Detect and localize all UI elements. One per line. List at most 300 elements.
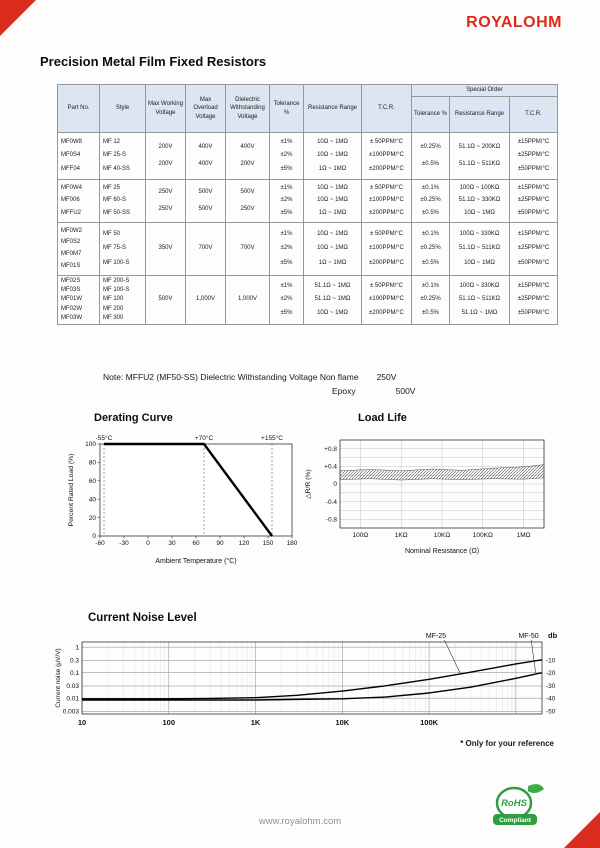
cell-line: ± 50PPM/°C	[369, 282, 404, 289]
cell-line: ±50PPM/°C	[517, 260, 550, 267]
cell-line: ±25PPM/°C	[517, 245, 550, 252]
cell-line: MF 25-S	[103, 152, 127, 159]
x-tick-label: 10K	[335, 718, 350, 727]
y-tick-label: +0.4	[324, 463, 337, 471]
cell-lines	[58, 223, 99, 275]
brand-logo: ROYALOHM	[466, 14, 562, 31]
cell-withstanding	[226, 180, 270, 223]
cell-line: ±25PPM/°C	[517, 152, 550, 159]
cell-lines	[450, 223, 509, 275]
cell-line: ±200PPM/°C	[369, 260, 404, 267]
cell-line: ±1%	[280, 230, 293, 237]
cell-line: ±0.1%	[422, 282, 439, 289]
cell-lines	[450, 133, 509, 179]
y-tick-label: 0.03	[66, 683, 79, 691]
cell-line: ±100PPM/°C	[369, 152, 404, 159]
cell-parts	[58, 180, 100, 223]
cell-lines	[412, 133, 449, 179]
cell-overload	[186, 180, 226, 223]
cell-line: ±2%	[280, 152, 293, 159]
cell-overload	[186, 223, 226, 276]
cell-styles	[100, 133, 146, 180]
current-noise-chart-block	[52, 612, 574, 748]
cell-withstanding	[226, 133, 270, 180]
cell-line: MF02W	[61, 305, 82, 312]
cell-lines	[100, 276, 145, 324]
y-tick-label: 0	[333, 481, 337, 489]
cell-line: MF0S2	[61, 239, 81, 246]
cell-tol	[270, 223, 304, 276]
cell-line: ±200PPM/°C	[369, 310, 404, 317]
db-tick-label: -30	[546, 683, 556, 691]
cell-range	[304, 223, 362, 276]
cell-working	[146, 133, 186, 180]
cell-line: MFF04	[61, 165, 81, 172]
cell-lines	[186, 180, 225, 222]
cell-line: ±15PPM/°C	[517, 185, 550, 192]
cell-sp_tcr	[510, 223, 558, 276]
cell-parts	[58, 276, 100, 325]
y-tick-label: -0.4	[325, 498, 337, 506]
load-life-chart-title: Load Life	[358, 412, 407, 424]
cell-sp_tol	[412, 180, 450, 223]
cell-lines	[450, 180, 509, 222]
cell-line: 10Ω ~ 1MΩ	[317, 152, 348, 159]
cell-line: 500V	[240, 189, 255, 196]
cell-sp_range	[450, 133, 510, 180]
y-tick-label: 0.3	[69, 657, 79, 665]
note-line2-value: 500V	[395, 385, 416, 396]
x-tick-label: 100KΩ	[472, 532, 493, 539]
cell-line: 250V	[158, 205, 173, 212]
cell-line: 10Ω ~ 1MΩ	[317, 310, 348, 317]
special-order-header: Special Order	[412, 85, 558, 97]
cell-sp_tol	[412, 276, 450, 325]
x-tick-label: 180	[286, 540, 298, 547]
col-header-6: Resistance Range	[304, 85, 362, 133]
y-tick-label: 0.01	[66, 695, 79, 703]
x-tick-label: 10	[77, 718, 87, 727]
cell-line: MF0W4	[61, 185, 82, 192]
cell-styles	[100, 180, 146, 223]
cell-lines	[362, 276, 411, 324]
cell-line: 200V	[240, 161, 255, 168]
cell-sp_range	[450, 276, 510, 325]
cell-tcr	[362, 276, 412, 325]
footer-url[interactable]: www.royalohm.com	[258, 816, 342, 827]
cell-line: ±15PPM/°C	[517, 139, 550, 146]
cell-lines	[270, 276, 303, 324]
cell-line: 500V	[198, 189, 213, 196]
cell-lines	[100, 223, 145, 275]
cell-line: MF03W	[61, 314, 82, 321]
cell-line: 250V	[240, 205, 255, 212]
y-axis-label: Percent Rated Load (%)	[68, 453, 75, 527]
cell-line: MF 100-S	[103, 287, 130, 294]
cell-lines	[304, 133, 361, 179]
cell-tcr	[362, 133, 412, 180]
y-tick-label: 20	[88, 514, 96, 522]
cell-styles	[100, 223, 146, 276]
cell-line: 51.1Ω ~ 511KΩ	[458, 296, 501, 303]
col-header-7: T.C.R.	[362, 85, 412, 133]
note-line2-label: Epoxy	[332, 385, 356, 396]
cell-line: MF 75-S	[103, 245, 127, 252]
cell-line: 100Ω ~ 330KΩ	[459, 282, 500, 289]
cell-lines	[510, 180, 557, 222]
cell-lines	[100, 133, 145, 179]
cell-line: 51.1Ω ~ 330KΩ	[458, 197, 501, 204]
cell-range	[304, 133, 362, 180]
x-axis-label: Nominal Resistance (Ω)	[404, 548, 480, 555]
cell-lines	[58, 180, 99, 222]
cell-line: ±0.5%	[422, 310, 439, 317]
col-header-5: Tolerance %	[270, 85, 304, 133]
cell-styles	[100, 276, 146, 325]
cell-line: MFFU2	[61, 209, 81, 216]
plot-area	[82, 642, 542, 714]
cell-lines	[304, 180, 361, 222]
cell-line: MF0W8	[61, 139, 82, 146]
cell-range	[304, 276, 362, 325]
cell-line: MF 200	[103, 305, 124, 312]
y-tick-label: 60	[88, 478, 96, 485]
cell-line: 250V	[158, 189, 173, 196]
y-tick-label: 0	[92, 533, 96, 541]
cell-line: 1,000V	[195, 296, 216, 303]
x-tick-label: 30	[168, 540, 176, 547]
cell-line: 10Ω ~ 1MΩ	[317, 230, 348, 237]
cell-line: ±1%	[280, 282, 293, 289]
x-tick-label: 10KΩ	[433, 532, 451, 539]
table-group-row-0	[58, 133, 558, 180]
cell-line: MF0W2	[61, 227, 82, 234]
col-header-4: Dielectric Withstanding Voltage	[226, 85, 270, 133]
cell-line: ±5%	[280, 165, 293, 172]
cell-lines	[58, 133, 99, 179]
cell-line: ±200PPM/°C	[369, 209, 404, 216]
cell-line: ±200PPM/°C	[369, 165, 404, 172]
cell-line: ±100PPM/°C	[369, 296, 404, 303]
cell-line: 51.1Ω ~ 511KΩ	[458, 161, 501, 168]
derating-chart-title: Derating Curve	[94, 412, 173, 424]
rohs-badge-svg	[488, 782, 546, 832]
y-axis-label: △R/R (%)	[305, 469, 312, 499]
x-tick-label: -30	[119, 540, 129, 547]
x-tick-label: 120	[238, 540, 250, 547]
note-line1-value: 250V	[376, 372, 397, 382]
cell-tcr	[362, 180, 412, 223]
cell-line: 10Ω ~ 1MΩ	[317, 197, 348, 204]
cell-lines	[100, 180, 145, 222]
cell-line: 51.1Ω ~ 511KΩ	[458, 245, 501, 252]
table-group-row-2	[58, 223, 558, 276]
cell-line: ±0.25%	[420, 245, 441, 252]
page-title: Precision Metal Film Fixed Resistors	[40, 54, 267, 69]
cell-working	[146, 223, 186, 276]
cell-parts	[58, 133, 100, 180]
cell-line: 10Ω ~ 1MΩ	[464, 209, 495, 216]
x-tick-label: 0	[146, 540, 150, 547]
cell-line: 400V	[198, 161, 213, 168]
derating-chart-svg	[64, 426, 300, 568]
cell-sp_tcr	[510, 276, 558, 325]
cell-line: 51.1Ω ~ 1MΩ	[314, 296, 351, 303]
db-tick-label: -40	[546, 695, 556, 703]
table-group-row-3	[58, 276, 558, 325]
cell-line: MF 40-SS	[103, 165, 131, 172]
cell-line: 10Ω ~ 1MΩ	[317, 185, 348, 192]
x-axis-label: Ambient Temperature (°C)	[155, 558, 237, 565]
col-header-3: Max Overload Voltage	[186, 85, 226, 133]
x-tick-label: 100	[162, 718, 176, 727]
cell-lines	[226, 276, 269, 324]
cell-line: MF 100-S	[103, 260, 130, 267]
cell-lines	[510, 276, 557, 324]
note-line1-text: Note: MFFU2 (MF50-SS) Dielectric Withstanding Voltage Non flame	[103, 372, 359, 382]
cell-lines	[304, 223, 361, 275]
col-header-0: Part No.	[58, 85, 100, 133]
cell-line: ±15PPM/°C	[517, 230, 550, 237]
cell-parts	[58, 223, 100, 276]
table-group-row-1	[58, 180, 558, 223]
cell-line: MF03S	[61, 287, 81, 294]
cell-line: MF0S4	[61, 152, 81, 159]
special-col-header-1: Resistance Range	[450, 97, 510, 133]
special-col-header-0: Tolerance %	[412, 97, 450, 133]
cell-lines	[304, 276, 361, 324]
cell-lines	[186, 276, 225, 324]
note-line-2	[332, 385, 415, 399]
note	[103, 371, 415, 398]
load-life-chart-svg	[300, 426, 552, 558]
cell-line: 100Ω ~ 330KΩ	[459, 230, 500, 237]
cell-lines	[226, 223, 269, 275]
x-tick-label: 90	[216, 540, 224, 547]
y-tick-label: 40	[88, 496, 96, 504]
cell-withstanding	[226, 276, 270, 325]
reference-note: * Only for your reference	[460, 739, 554, 748]
col-header-2: Max Working Voltage	[146, 85, 186, 133]
cell-line: 51.1Ω ~ 200KΩ	[458, 143, 501, 150]
db-tick-label: -10	[546, 657, 556, 665]
spec-table	[57, 84, 558, 325]
derating-chart-block	[64, 412, 310, 573]
cell-line: 51.1Ω ~ 1MΩ	[461, 310, 498, 317]
cell-line: ±5%	[280, 260, 293, 267]
cell-line: ± 50PPM/°C	[369, 139, 404, 146]
cell-working	[146, 276, 186, 325]
cell-line: ±0.5%	[422, 209, 439, 216]
cell-line: ±0.5%	[422, 260, 439, 267]
cell-line: ±0.5%	[422, 161, 439, 168]
cell-sp_tcr	[510, 133, 558, 180]
cell-line: MF006	[61, 197, 80, 204]
cell-lines	[146, 223, 185, 275]
db-axis-label: db	[548, 631, 558, 640]
cell-line: 500V	[158, 296, 173, 303]
rohs-badge	[488, 782, 546, 837]
cell-lines	[412, 223, 449, 275]
cell-tol	[270, 133, 304, 180]
cell-lines	[186, 223, 225, 275]
cell-line: ±0.25%	[420, 143, 441, 150]
cell-lines	[412, 276, 449, 324]
cell-line: ±5%	[280, 310, 293, 317]
rohs-text: RoHS	[501, 798, 527, 809]
cell-line: ±25PPM/°C	[517, 197, 550, 204]
cell-line: MF 50	[103, 230, 121, 237]
cell-line: ±2%	[280, 197, 293, 204]
cell-line: 10Ω ~ 1MΩ	[464, 260, 495, 267]
cell-line: ±15PPM/°C	[517, 282, 550, 289]
cell-line: MF01S	[61, 263, 81, 270]
curve-MF-50	[82, 673, 542, 700]
cell-lines	[362, 180, 411, 222]
y-tick-label: 1	[75, 644, 79, 652]
annotation-label: +70°C	[194, 435, 214, 442]
cell-line: 700V	[198, 245, 213, 252]
cell-overload	[186, 133, 226, 180]
cell-line: 10Ω ~ 1MΩ	[317, 245, 348, 252]
leader-line-mf50	[531, 640, 536, 675]
cell-line: MF 60-S	[103, 197, 127, 204]
cell-lines	[146, 180, 185, 222]
cell-line: ±100PPM/°C	[369, 245, 404, 252]
cell-line: ±50PPM/°C	[517, 165, 550, 172]
cell-line: 400V	[198, 143, 213, 150]
note-line-1	[103, 371, 415, 385]
cell-lines	[146, 276, 185, 324]
current-noise-chart-svg	[52, 626, 568, 732]
cell-sp_tol	[412, 133, 450, 180]
cell-sp_tol	[412, 223, 450, 276]
x-tick-label: 1KΩ	[394, 532, 408, 539]
corner-triangle-bottom-right	[564, 812, 600, 848]
cell-line: 51.1Ω ~ 1MΩ	[314, 282, 351, 289]
annotation-label: -55°C	[95, 435, 113, 442]
cell-range	[304, 180, 362, 223]
cell-line: 1Ω ~ 1MΩ	[318, 260, 347, 267]
cell-withstanding	[226, 223, 270, 276]
cell-line: 1Ω ~ 1MΩ	[318, 165, 347, 172]
x-tick-label: 100Ω	[352, 532, 369, 539]
cell-line: ±0.25%	[420, 197, 441, 204]
cell-line: ±1%	[280, 139, 293, 146]
cell-line: 400V	[240, 143, 255, 150]
cell-line: MF02S	[61, 278, 81, 284]
load-life-chart-block	[300, 412, 558, 563]
cell-line: MF01W	[61, 296, 82, 303]
annotation-label: +155°C	[261, 435, 283, 442]
corner-triangle-top-left	[0, 0, 36, 36]
cell-line: MF 12	[103, 139, 121, 146]
x-tick-label: 150	[262, 540, 274, 547]
cell-lines	[270, 133, 303, 179]
series-label-mf25: MF-25	[425, 633, 447, 640]
y-tick-label: -0.8	[325, 516, 337, 524]
cell-sp_range	[450, 180, 510, 223]
cell-line: ±5%	[280, 209, 293, 216]
y-tick-label: 80	[88, 459, 96, 467]
cell-lines	[362, 133, 411, 179]
cell-lines	[226, 180, 269, 222]
special-col-header-2: T.C.R.	[510, 97, 558, 133]
cell-lines	[146, 133, 185, 179]
cell-line: ±25PPM/°C	[517, 296, 550, 303]
cell-lines	[270, 180, 303, 222]
cell-line: ± 50PPM/°C	[369, 230, 404, 237]
cell-line: 1,000V	[237, 296, 258, 303]
cell-working	[146, 180, 186, 223]
cell-line: MF0M7	[61, 251, 82, 258]
y-tick-label: 0.1	[69, 669, 79, 677]
cell-line: ± 50PPM/°C	[369, 185, 404, 192]
cell-tol	[270, 276, 304, 325]
col-header-1: Style	[100, 85, 146, 133]
cell-line: 200V	[158, 161, 173, 168]
x-tick-label: 1MΩ	[516, 532, 531, 539]
cell-line: ±0.1%	[422, 230, 439, 237]
cell-lines	[510, 223, 557, 275]
cell-lines	[226, 133, 269, 179]
leader-line-mf25	[444, 640, 460, 674]
x-tick-label: -60	[95, 540, 105, 547]
cell-line: ±2%	[280, 245, 293, 252]
cell-line: MF 25	[103, 185, 121, 192]
cell-line: 500V	[198, 205, 213, 212]
rohs-compliant-text: Compliant	[499, 817, 531, 824]
cell-overload	[186, 276, 226, 325]
cell-line: ±2%	[280, 296, 293, 303]
y-tick-label: 0.003	[62, 708, 79, 716]
cell-tol	[270, 180, 304, 223]
x-tick-label: 60	[192, 540, 200, 547]
cell-lines	[362, 223, 411, 275]
y-tick-label: +0.8	[324, 446, 337, 453]
cell-line: 100Ω ~ 100KΩ	[459, 185, 500, 192]
y-axis-label: Current noise (μV/V)	[55, 648, 62, 708]
cell-line: 1Ω ~ 1MΩ	[318, 209, 347, 216]
cell-lines	[186, 133, 225, 179]
cell-line: 350V	[158, 245, 173, 252]
cell-lines	[270, 223, 303, 275]
cell-line: 10Ω ~ 1MΩ	[317, 139, 348, 146]
x-tick-label: 1K	[250, 718, 261, 727]
cell-lines	[58, 276, 99, 324]
current-noise-chart-title: Current Noise Level	[88, 612, 197, 624]
db-tick-label: -50	[546, 708, 556, 716]
cell-sp_tcr	[510, 180, 558, 223]
curve-MF-25	[82, 660, 542, 699]
cell-lines	[510, 133, 557, 179]
cell-line: MF 50-SS	[103, 209, 131, 216]
cell-line: MF 300	[103, 314, 124, 321]
series-label-mf50: MF-50	[518, 633, 539, 640]
cell-line: ±100PPM/°C	[369, 197, 404, 204]
cell-line: MF 100	[103, 296, 124, 303]
cell-line: 200V	[158, 143, 173, 150]
x-tick-label: 100K	[420, 718, 439, 727]
cell-line: ±0.25%	[420, 296, 441, 303]
cell-lines	[412, 180, 449, 222]
db-tick-label: -20	[546, 669, 556, 677]
cell-sp_range	[450, 223, 510, 276]
cell-line: MF 200-S	[103, 278, 130, 284]
cell-tcr	[362, 223, 412, 276]
cell-line: ±1%	[280, 185, 293, 192]
cell-lines	[450, 276, 509, 324]
